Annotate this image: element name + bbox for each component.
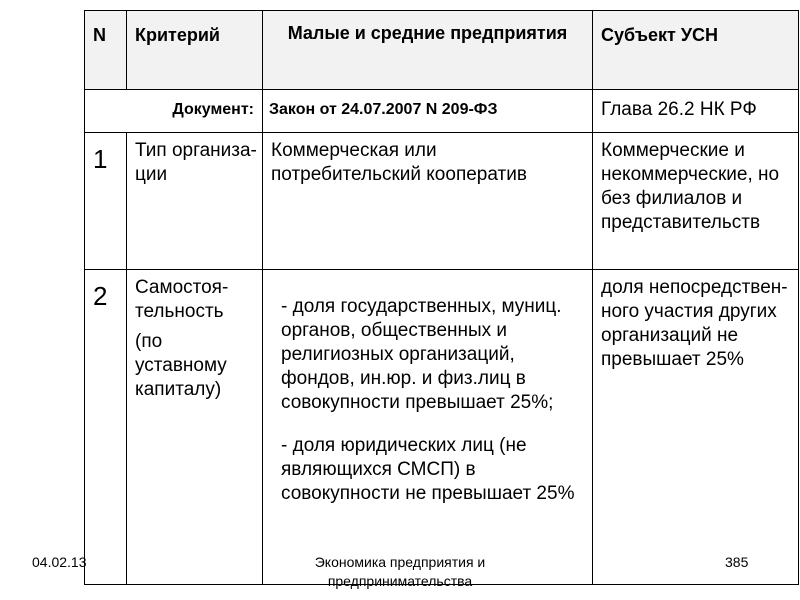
msp-condition-1: - доля государственных, муниц. органов, общественных и религиозных организаций, фондов, ин.юр. и физ.лиц в совокупности превышает 25%; [281,296,562,413]
table-row [85,270,799,585]
footer-page-number: 385 [725,554,749,570]
row-number: 2 [85,270,127,585]
row-number: 1 [85,133,127,270]
footer-date: 04.02.13 [32,554,87,570]
document-label: Документ: [85,90,263,133]
header-usn: Субъект УСН [593,11,799,90]
criterion-main: Самостоя-тельность [135,277,229,322]
msp-condition-2: - доля юридических лиц (не являющихся СМСП) в совокупности не превышает 25% [281,435,575,504]
row-usn: доля непосредствен-ного участия других организаций не превышает 25% [593,270,799,585]
criteria-table [84,10,799,585]
document-law: Закон от 24.07.2007 N 209-ФЗ [263,90,593,133]
row-criterion: Тип организа-ции [127,133,263,270]
footer-title: Экономика предприятия и предпринимательства [314,554,486,589]
table-row [85,133,799,270]
criterion-note: (по уставному капиталу) [135,331,227,400]
header-criterion: Критерий [127,11,263,90]
header-n: N [85,11,127,90]
document-usn: Глава 26.2 НК РФ [593,90,799,133]
header-msp: Малые и средние предприятия [263,11,593,90]
table-header-row [85,11,799,90]
row-msp [263,270,593,585]
row-usn: Коммерческие и некоммерческие, но без филиалов и представительств [593,133,799,270]
document-row [85,90,799,133]
row-msp: Коммерческая или потребительский кооператив [263,133,593,270]
row-criterion [127,270,263,585]
